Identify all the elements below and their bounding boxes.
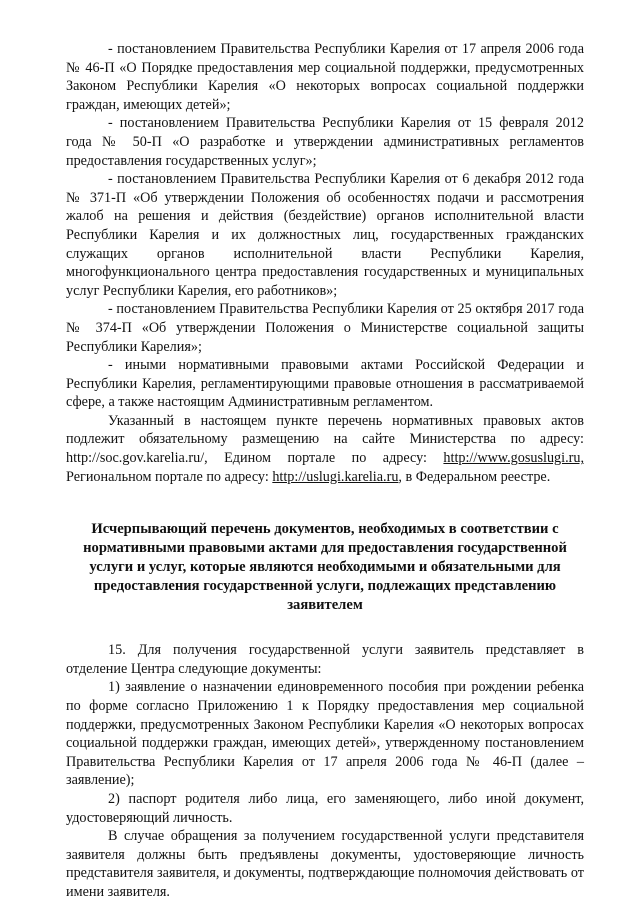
regional-portal-link[interactable]: http://uslugi.karelia.ru <box>272 468 399 485</box>
portal-paragraph <box>66 412 584 486</box>
legal-act-item: - постановлением Правительства Республики Карелия от 17 апреля 2006 года № 46-П «О Порядке предоставления мер социальной поддержки, предусмотренных Законом Республики Карелия «О некоторых вопросах социальной поддержки граждан, имеющих детей»; <box>66 41 584 113</box>
section-heading: Исчерпывающий перечень документов, необходимых в соответствии с нормативными правовыми актами для предоставления государственной услуги и услуг, которые являются необходимыми и обязательными для предоставления государственной услуги, подлежащих представлению заявителем <box>83 521 567 614</box>
portal-text-2: Региональном портале по адресу: <box>66 468 273 485</box>
portal-text-3: , в Федеральном реестре. <box>398 468 551 485</box>
document-item-application: 1) заявление о назначении единовременного пособия при рождении ребенка по форме согласно Приложению 1 к Порядку предоставления мер социальной поддержки, предусмотренных Законом Республики Карелия «О некоторых вопросах социальной поддержки граждан, имеющих детей», утвержденному постановлением Правительства Республики Карелия от 17 апреля 2006 года № 46-П (далее – заявление); <box>66 679 584 789</box>
section15-intro: 15. Для получения государственной услуги заявитель представляет в отделение Центра следующие документы: <box>66 642 584 677</box>
gosuslugi-link[interactable]: http://www.gosuslugi.ru, <box>443 450 584 467</box>
representative-paragraph: В случае обращения за получением государственной услуги представителя заявителя должны быть предъявлены документы, удостоверяющие личность представителя заявителя, и документы, подтверждающие полномочия действовать от имени заявителя. <box>66 828 584 900</box>
legal-act-item: - постановлением Правительства Республики Карелия от 15 февраля 2012 года № 50-П «О разработке и утверждении административных регламентов предоставления государственных услуг»; <box>66 115 584 169</box>
legal-act-item: - постановлением Правительства Республики Карелия от 6 декабря 2012 года № 371-П «Об утверждении Положения об особенностях подачи и рассмотрения жалоб на решения и действия (бездействие) органов исполнительной власти Республики Карелия и их должностных лиц, государственных гражданских служащих органов исполнительной власти Республики Карелия, многофункционального центра предоставления государственных и муниципальных услуг Республики Карелия, его работников»; <box>66 171 584 299</box>
portal-text-1: Указанный в настоящем пункте перечень нормативных правовых актов подлежит обязательному размещению на сайте Министерства по адресу: http://soc.gov.karelia.ru/, Едином портале по адресу: <box>66 412 584 467</box>
legal-act-item: - иными нормативными правовыми актами Российской Федерации и Республики Карелия, регламентирующими правовые отношения в рассматриваемой сфере, а также настоящим Административным регламентом. <box>66 357 584 411</box>
legal-act-item: - постановлением Правительства Республики Карелия от 25 октября 2017 года № 374-П «Об утверждении Положения о Министерстве социальной защиты Республики Карелия»; <box>66 301 584 355</box>
document-item-passport: 2) паспорт родителя либо лица, его заменяющего, либо иной документ, удостоверяющий личность. <box>66 791 584 826</box>
